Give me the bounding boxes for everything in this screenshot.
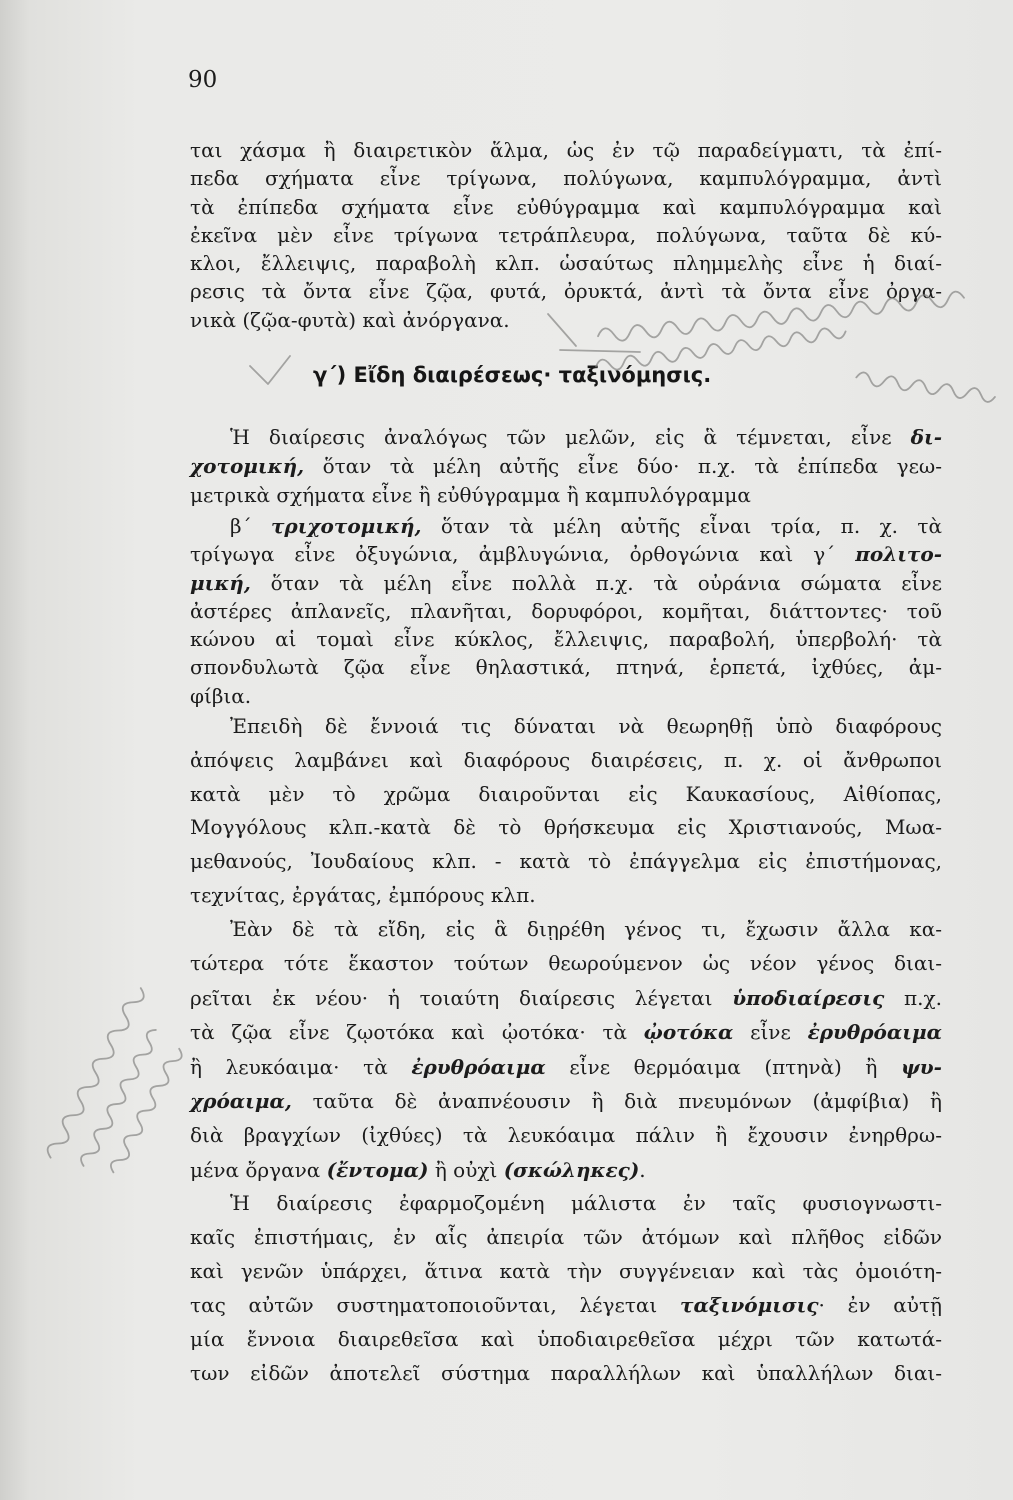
text-line bbox=[190, 1118, 942, 1152]
text-line bbox=[190, 540, 942, 568]
paragraph-trichotomy bbox=[190, 512, 942, 710]
text-run: καῖς ἐπιστήμαις, ἐν αἷς ἀπειρία τῶν ἀτόμων καὶ πλῆθος εἰδῶν bbox=[190, 1225, 942, 1249]
text-line bbox=[190, 277, 942, 305]
text-run: τὰ ζῷα εἶνε ζῳοτόκα καὶ ᾠοτόκα· τὰ bbox=[190, 1020, 644, 1045]
text-run: ἢ οὐχὶ bbox=[428, 1157, 504, 1182]
text-line bbox=[190, 249, 942, 277]
text-run: ρεσις τὰ ὄντα εἶνε ζῷα, φυτά, ὀρυκτά, ἀντὶ τὰ ὄντα εἶνε ὀργα- bbox=[190, 279, 942, 304]
section-heading: γ΄) Εἴδη διαιρέσεως· ταξινόμησις. bbox=[313, 363, 712, 387]
text-run: τας αὐτῶν συστηματοποιοῦνται, λέγεται bbox=[190, 1293, 681, 1317]
text-line bbox=[190, 625, 942, 653]
text-line bbox=[190, 306, 942, 334]
text-line bbox=[190, 845, 942, 879]
text-line bbox=[190, 946, 942, 980]
text-line bbox=[190, 1220, 942, 1254]
text-line bbox=[190, 1015, 942, 1049]
text-run: τεχνίτας, ἐργάτας, ἐμπόρους κλπ. bbox=[190, 882, 536, 907]
text-line bbox=[190, 1356, 942, 1390]
emphasized-term: χοτομική, bbox=[190, 454, 305, 478]
text-line bbox=[190, 512, 942, 540]
text-run: μία ἔννοια διαιρεθεῖσα καὶ ὑποδιαιρεθεῖσα μέχρι τῶν κατωτά- bbox=[190, 1327, 942, 1351]
text-run: Ἐπειδὴ δὲ ἔννοιά τις δύναται νὰ θεωρηθῇ ὑπὸ διαφόρους bbox=[230, 714, 942, 738]
text-run: νικὰ (ζῷα-φυτὰ) καὶ ἀνόργανα. bbox=[190, 307, 510, 332]
emphasized-term: ἐρυθρόαιμα bbox=[807, 1020, 942, 1045]
emphasized-term: πολιτο- bbox=[855, 542, 942, 567]
text-run: εἶνε θερμόαιμα (πτηνὰ) ἢ bbox=[545, 1054, 901, 1079]
text-run: ἀστέρες ἀπλανεῖς, πλανῆται, δορυφόροι, κομῆται, διάττοντες· τοῦ bbox=[190, 598, 942, 623]
text-run: ρεῖται ἐκ νέου· ἡ τοιαύτη διαίρεσις λέγεται bbox=[190, 985, 733, 1010]
text-line bbox=[190, 221, 942, 249]
emphasized-term: τριχοτομική, bbox=[270, 514, 422, 538]
emphasized-term: ᾠοτόκα bbox=[643, 1020, 734, 1045]
text-line bbox=[190, 1288, 942, 1322]
text-run: ἢ λευκόαιμα· τὰ bbox=[190, 1054, 412, 1079]
text-line bbox=[190, 744, 942, 778]
text-line bbox=[190, 682, 942, 710]
page-number: 90 bbox=[188, 67, 218, 93]
emphasized-term: ψυ- bbox=[900, 1054, 942, 1079]
text-run: τὰ ἐπίπεδα σχήματα εἶνε εὐθύγραμμα καὶ καμπυλόγραμμα καὶ bbox=[190, 194, 942, 219]
text-run: καὶ γενῶν ὑπάρχει, ἅτινα κατὰ τὴν συγγένειαν καὶ τὰς ὁμοιότη- bbox=[190, 1259, 942, 1283]
text-run: ἀπόψεις λαμβάνει καὶ διαφόρους διαιρέσεις, π. χ. οἱ ἄνθρωποι bbox=[190, 747, 942, 772]
text-run: διὰ βραγχίων (ἰχθύες) τὰ λευκόαιμα πάλιν ἢ ἔχουσιν ἐνηρθρω- bbox=[190, 1123, 942, 1148]
text-line bbox=[190, 597, 942, 625]
emphasized-term: μική, bbox=[190, 570, 251, 595]
text-line bbox=[190, 569, 942, 597]
text-line bbox=[190, 1254, 942, 1288]
paragraph-viewpoints bbox=[190, 710, 942, 913]
text-line bbox=[190, 193, 942, 221]
text-run: κώνου αἱ τομαὶ εἶνε κύκλος, ἔλλειψις, παραβολή, ὑπερβολή· τὰ bbox=[190, 627, 942, 652]
text-run: τώτερα τότε ἕκαστον τούτων θεωρούμενον ὡς νέον γένος διαι- bbox=[190, 951, 942, 976]
text-line bbox=[190, 164, 942, 192]
text-line bbox=[190, 1084, 942, 1118]
text-line bbox=[190, 452, 942, 481]
text-run: φίβια. bbox=[190, 683, 252, 708]
text-run: ἐκεῖνα μὲν εἶνε τρίγωνα τετράπλευρα, πολύγωνα, ταῦτα δὲ κύ- bbox=[190, 222, 942, 247]
paragraph-subdivision bbox=[190, 912, 942, 1187]
paragraph-classification bbox=[190, 1186, 942, 1390]
text-run: ταῦτα δὲ ἀναπνέουσιν ἢ διὰ πνευμόνων (ἀμφίβια) ἢ bbox=[291, 1089, 942, 1114]
text-run: Μογγόλους κλπ.-κατὰ δὲ τὸ θρήσκευμα εἰς Χριστιανούς, Μωα- bbox=[190, 815, 942, 840]
text-run: μετρικὰ σχήματα εἶνε ἢ εὐθύγραμμα ἢ καμπυλόγραμμα bbox=[190, 483, 751, 507]
text-run: Ἡ διαίρεσις ἀναλόγως τῶν μελῶν, εἰς ἃ τέμνεται, εἶνε bbox=[230, 425, 911, 449]
text-line bbox=[190, 1322, 942, 1356]
text-line bbox=[190, 710, 942, 744]
text-line bbox=[190, 423, 942, 452]
text-line bbox=[190, 1153, 942, 1187]
text-run: των εἰδῶν ἀποτελεῖ σύστημα παραλλήλων καὶ ὑπαλλήλων διαι- bbox=[190, 1361, 942, 1385]
emphasized-term: δι- bbox=[910, 425, 942, 449]
text-run: ὅταν τὰ μέλη εἶνε πολλὰ π.χ. τὰ οὐράνια σώματα εἶνε bbox=[250, 570, 942, 595]
text-run: β΄ bbox=[230, 514, 271, 538]
text-line bbox=[190, 912, 942, 946]
text-run: πεδα σχήματα εἶνε τρίγωνα, πολύγωνα, καμπυλόγραμμα, ἀντὶ bbox=[190, 166, 942, 191]
text-run: μένα ὄργανα bbox=[190, 1157, 327, 1182]
text-run: Ἡ διαίρεσις ἐφαρμοζομένη μάλιστα ἐν ταῖς φυσιογνωστι- bbox=[230, 1191, 942, 1215]
text-line bbox=[190, 778, 942, 812]
text-run: μεθανούς, Ἰουδαίους κλπ. - κατὰ τὸ ἐπάγγελμα εἰς ἐπιστήμονας, bbox=[190, 849, 942, 874]
emphasized-term: (σκώληκες) bbox=[503, 1157, 640, 1182]
text-run: κλοι, ἔλλειψις, παραβολὴ κλπ. ὡσαύτως πλημμελὴς εἶνε ἡ διαί- bbox=[190, 251, 942, 276]
text-run: σπονδυλωτὰ ζῷα εἶνε θηλαστικά, πτηνά, ἑρπετά, ἰχθύες, ἀμ- bbox=[190, 655, 942, 680]
text-line bbox=[190, 1186, 942, 1220]
text-run: κατὰ μὲν τὸ χρῶμα διαιροῦνται εἰς Καυκασίους, Αἰθίοπας, bbox=[190, 781, 942, 806]
paragraph-continued bbox=[190, 136, 942, 334]
text-run: ὅταν τὰ μέλη αὐτῆς εἶναι τρία, π. χ. τὰ bbox=[421, 514, 942, 538]
text-line bbox=[190, 481, 942, 510]
emphasized-term: ἐρυθρόαιμα bbox=[411, 1054, 546, 1079]
emphasized-term: χρόαιμα, bbox=[190, 1089, 292, 1114]
text-run: Ἐὰν δὲ τὰ εἴδη, εἰς ἃ διῃρέθη γένος τι, ἔχωσιν ἄλλα κα- bbox=[230, 917, 942, 941]
text-run: τρίγωγα εἶνε ὀξυγώνια, ἀμβλυγώνια, ὀρθογώνια καὶ γ΄ bbox=[190, 542, 856, 567]
text-line bbox=[190, 879, 942, 913]
paragraph-dichotomy bbox=[190, 423, 942, 510]
text-line bbox=[190, 981, 942, 1015]
text-line bbox=[190, 1050, 942, 1084]
text-run: ται χάσμα ἢ διαιρετικὸν ἅλμα, ὡς ἐν τῷ παραδείγματι, τὰ ἐπί- bbox=[190, 138, 942, 162]
emphasized-term: ὑποδιαίρεσις bbox=[732, 985, 885, 1010]
text-run: · ἐν αὐτῇ bbox=[818, 1293, 942, 1317]
text-line bbox=[190, 136, 942, 164]
text-run: εἶνε bbox=[733, 1020, 808, 1045]
text-run: ὅταν τὰ μέλη αὐτῆς εἶνε δύο· π.χ. τὰ ἐπίπεδα γεω- bbox=[304, 454, 942, 478]
emphasized-term: (ἔντομα) bbox=[326, 1157, 429, 1182]
emphasized-term: ταξινόμισις bbox=[680, 1293, 819, 1317]
text-run: π.χ. bbox=[884, 985, 942, 1010]
text-line bbox=[190, 811, 942, 845]
text-run: . bbox=[639, 1157, 646, 1182]
text-line bbox=[190, 653, 942, 681]
